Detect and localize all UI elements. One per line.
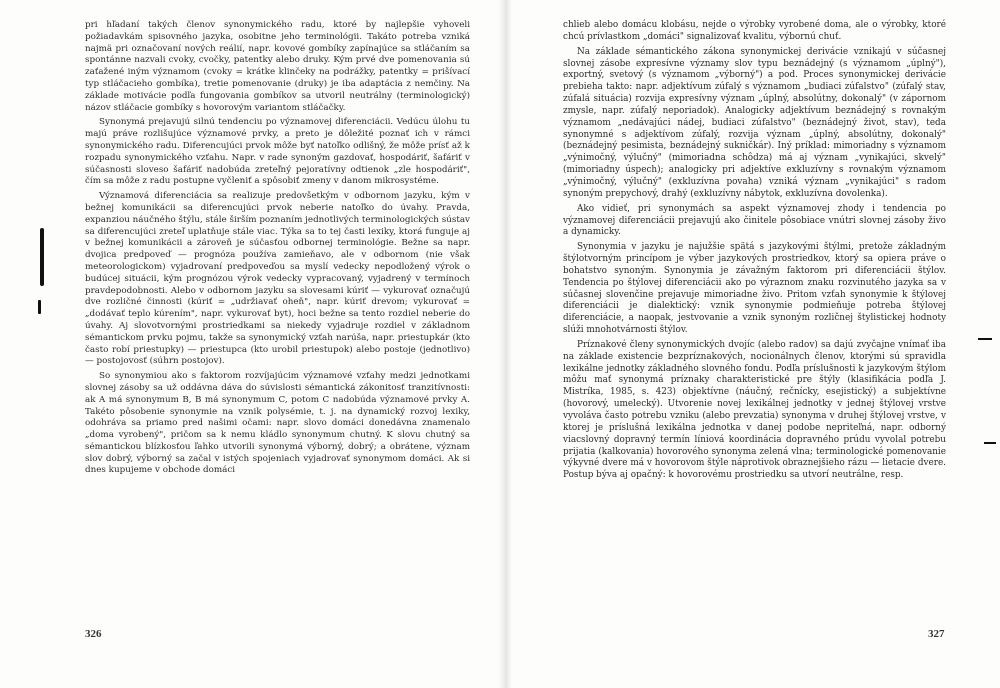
scan-mark-left-edge [40, 228, 44, 286]
left-paragraph-3: Významová diferenciácia sa realizuje predovšetkým v odbornom jazyku, kým v bežnej komunikácii sa diferencujúci prvok neberie natoľko do úvahy. Pravda, expanziou náučného štýlu, stále širším poznaním jednotlivých terminologických sústav sa diferencujúci zreteľ uplatňuje stále viac. Týka sa to tej časti lexiky, ktorá funguje aj v bežnej komunikácii a zároveň je súčasťou odbornej terminológie. Bežne sa napr. dvojica predpoveď — prognóza používa zamieňavo, ale v odbornom (nie však meteorologickom) vyjadrovaní predpoveďou sa myslí vedecky nepodložený výrok o budúcej situácii, kým prognózou výrok vedecky vypracovaný, vyjadrený v termínoch pravdepodobnosti. Alebo v odbornom jazyku sa slovesami kúriť — vykurovať označujú dve rozličné činnosti (kúriť = „udržiavať oheň", napr. kúriť drevom; vykurovať = „dodávať teplo kúrením", napr. vykurovať byt), hoci bežne sa tento rozdiel neberie do úvahy. Aj slovotvornými prostriedkami sa niekedy vyjadruje rozdiel v základnom sémantickom prvku pojmu, takže sa synonymický vzťah narúša, napr. priestupkár (kto často robí priestupky) — priestupca (kto urobil priestupok) alebo postoje (jednotlivo) — postojovosť (súhrn postojov). [85, 191, 470, 367]
right-paragraph-1: chlieb alebo domácu klobásu, nejde o výrobky vyrobené doma, ale o výrobky, ktoré chcú prívlastkom „domáci" signalizovať kvalitu, výbornú chuť. [563, 20, 946, 42]
right-paragraph-3: Ako vidieť, pri synonymách sa aspekt významovej zhody i tendencia po významovej diferenciácii prejavujú ako činitele pôsobiace vnútri slovnej zásoby živo a dynamicky. [563, 203, 946, 238]
left-paragraph-1: pri hľadaní takých členov synonymického radu, ktoré by najlepšie vyhoveli požiadavkám spisovného jazyka, osobitne jeho terminológii. Takáto potreba vzniká najmä pri označovaní nových reálií, napr. kovové gombíky zapínajúce sa stláčaním sa spontánne nazvali cvoky, cvočky, patentky alebo druky. Kým prvé dve pomenovania sú zaťažené iným významom (cvoky = krátke klinčeky na podrážky, patentky = prišívací typ stláčacieho gombíka), tretie pomenovanie (druky) je iba adaptácia z nemčiny. Na základe motivácie podľa fungovania gombíkov sa utvoril neutrálny (terminologický) názov stláčacie gombíky s hovorovým variantom stláčačky. [85, 20, 470, 113]
right-page-number: 327 [928, 628, 945, 640]
left-paragraph-4: So synonymiou ako s faktorom rozvíjajúcim významové vzťahy medzi jednotkami slovnej zásoby sa už oddávna dáva do súvislosti sémantická zákonitosť tranzitívnosti: ak A má synonymum B, B má synonymum C, potom C nadobúda významové prvky A. Takéto pôsobenie synonymie na vznik polysémie, t. j. na dynamický rozvoj lexiky, odohráva sa priamo pred našimi očami: napr. slovo domáci donedávna znamenalo „doma vyrobený", pričom sa k nemu kládlo synonymum chutný. K slovu chutný sa sémantickou blízkosťou ľahko utvorili synonymá výborný, dobrý; a obrátene, význam slov dobrý, výborný sa začal v istých spojeniach vyjadrovať synonymom domáci. Ak si dnes kupujeme v obchode domáci [85, 371, 470, 476]
book-gutter [498, 0, 512, 688]
left-page [85, 20, 470, 480]
scan-mark-left-edge-small [38, 300, 41, 314]
left-paragraph-2: Synonymá prejavujú silnú tendenciu po významovej diferenciácii. Vedúcu úlohu tu majú práve rozlišujúce významové prvky, a preto je dôležité poznať ich v rámci synonymického radu. Diferencujúci prvok môže byť natoľko odlišný, že môže prísť až k rozpadu synonymického vzťahu. Napr. v rade synoným gazdovať, hospodáriť, šafáriť v súčasnosti sloveso šafáriť nadobúda zreteľný pejoratívny odtienok „zle hospodáriť", čím sa môže z radu postupne vyčleniť a spôsobiť zmeny v danom mikrosystéme. [85, 117, 470, 187]
right-page [563, 20, 946, 485]
right-paragraph-2: Na základe sémantického zákona synonymickej derivácie vznikajú v súčasnej slovnej zásobe expresívne významy slov typu beznádejný (s významom „úplný"), exportný, svetový (s významom „výborný") a pod. Proces synonymickej derivácie prebieha takto: napr. adjektívum zúfalý s významom „budiaci zúfalstvo" (zúfalý stav, zúfalá situácia) rozvija expresívny význam „úplný, absolútny, dokonalý" (v zápornom zmysle, napr. zúfalý neporiadok). Analogicky adjektívum beznádejný s rovnakým významom „nedávajúci nádej, budiaci zúfalstvo" (beznádejný život, stav), teda synonymné s adjektívom zúfalý, rozvija význam „úplný, absolútny, dokonalý" (beznádejný pesimista, beznádejný sukničkár). Iný príklad: mimoriadny s významom „výnimočný, výlučný" (mimoriadna schôdza) má aj význam „vynikajúci, skvelý" (mimoriadny úspech); analogicky pri adjektíve exkluzívny s rovnakým významom „výnimočný, výlučný" (exkluzívna povaha) vzniká význam „vynikajúci" s radom synoným prepychový, drahý (exkluzívny nábytok, exkluzívna dovolenka). [563, 46, 946, 199]
scan-mark-right-edge-2 [984, 442, 996, 444]
right-paragraph-5: Príznakové členy synonymických dvojíc (alebo radov) sa dajú zvyčajne vnímať iba na základe existencie bezpríznakových, nocionálnych členov, ktorými sú spravidla lexikálne jednotky základného slovného fondu. Podľa príslušnosti k jazykovým štýlom môžu mať synonymá príznaky charakteristické pre štýly (klasifikácia podľa J. Mistríka, 1985, s. 423) objektívne (náučný, rečnícky, esejistický) a subjektívne (hovorový, umelecký). Utvorenie novej lexikálnej jednotky v jednej štýlovej vrstve vyvoláva často potrebu vzniku (alebo prevzatia) synonyma v druhej štýlovej vrstve, v ktorej je príslušná lexikálna jednotka v danej podobe nepriteľná, napr. odborný viacslovný dopravný termín líniová koordinácia dopravného prúdu vyvolal potrebu prijatia (kalkovania) hovorového synonyma zelená vlna; terminologické pomenovanie výkyvné dvere má v hovorovom štýle náprotivok obraznejšieho rázu — lietacie dvere. Postup býva aj opačný: k hovorovému prostriedku sa utvorí neutrálne, resp. [563, 339, 946, 481]
right-paragraph-4: Synonymia v jazyku je najužšie spätá s jazykovými štýlmi, pretože základným štýlotvorným princípom je výber jazykových prostriedkov, ktorý sa opiera práve o bohatstvo synoným. Synonymia je závažným faktorom pri diferenciácii štýlov. Tendencia po štýlovej diferenciácii ako po výraznom znaku rozvinutého jazyka sa v súčasnej slovenčine prejavuje mimoriadne živo. Pritom vzťah synonymie k štýlovej diferenciácii je dialektický: vznik synonymie podmieňuje potreba štýlovej diferenciácie, a naopak, jestvovanie a vznik synoným rozličnej štylistickej hodnoty slúži mnohotvárnosti štýlov. [563, 242, 946, 336]
left-page-number: 326 [85, 628, 102, 640]
scan-mark-right-edge [978, 338, 992, 340]
